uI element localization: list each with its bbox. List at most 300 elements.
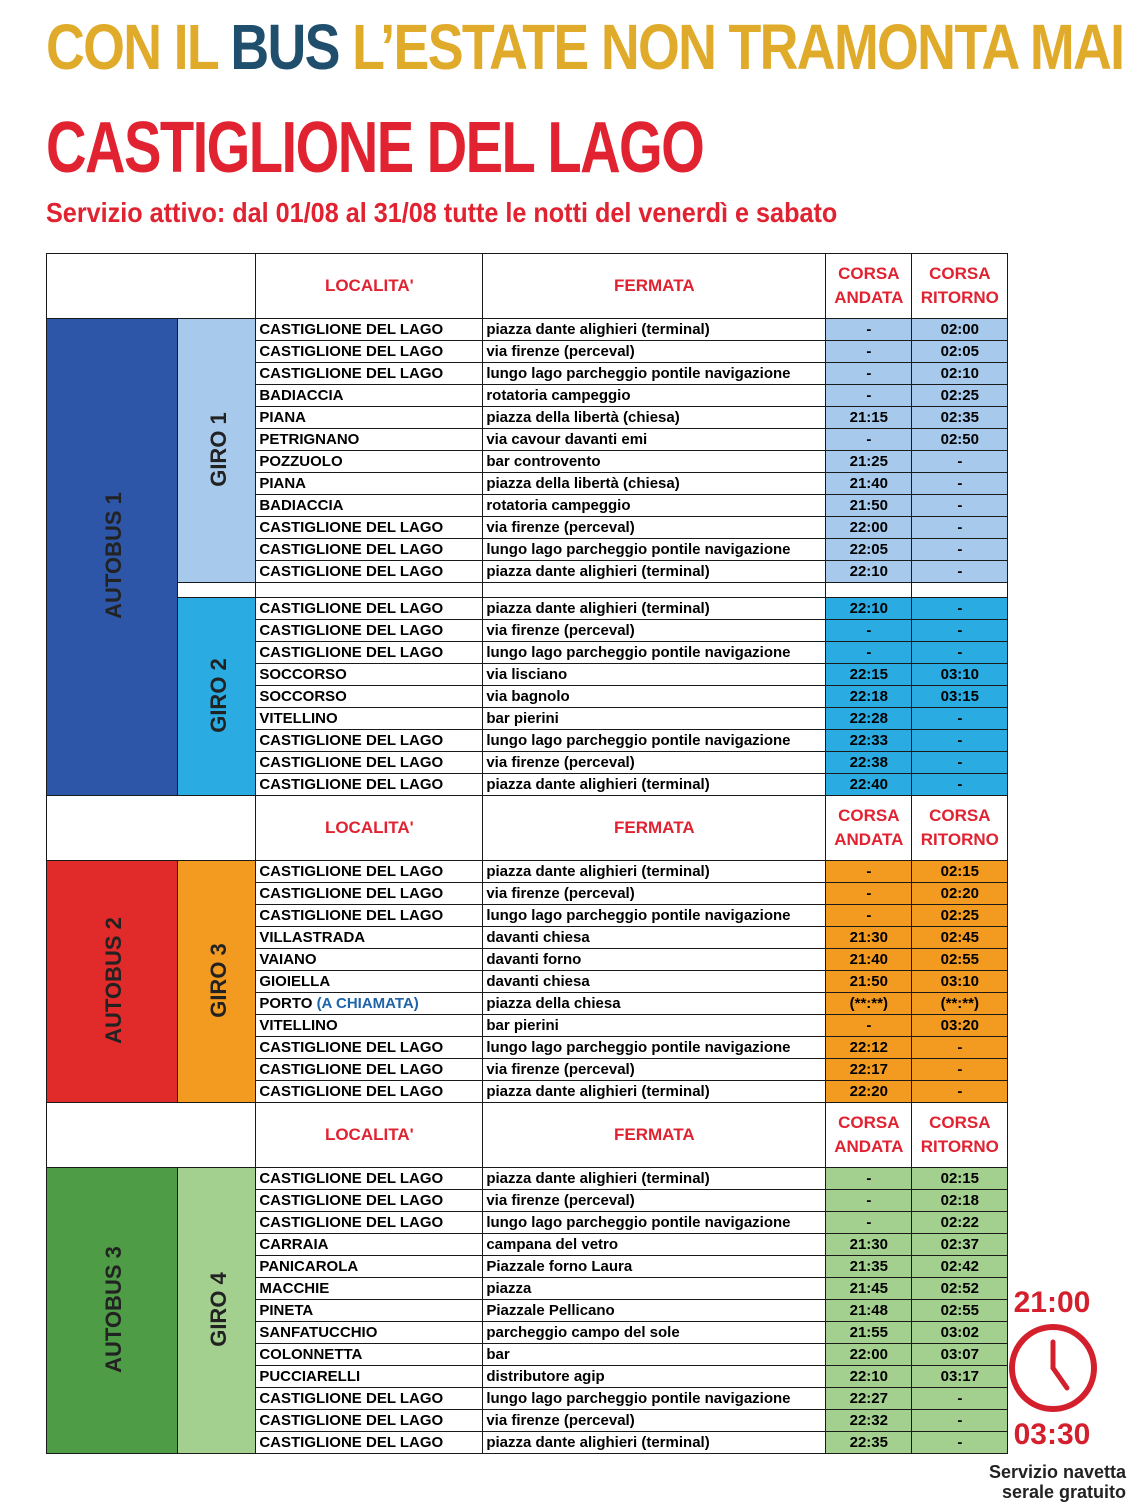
fermata: bar controvento [486, 453, 601, 470]
header-andata-line-1: CORSA [838, 806, 900, 825]
fermata: via lisciano [486, 666, 568, 683]
andata-time-cell [826, 993, 912, 1015]
localita: COLONNETTA [259, 1346, 363, 1363]
fermata-cell [483, 517, 826, 539]
localita-cell [256, 1322, 483, 1344]
ritorno-time-cell [912, 905, 1008, 927]
localita: BADIACCIA [259, 497, 344, 514]
andata-time-cell [826, 1234, 912, 1256]
ritorno-time: - [957, 732, 963, 749]
ritorno-time-cell [912, 1278, 1008, 1300]
ritorno-time-cell [912, 1410, 1008, 1432]
localita-cell [256, 1059, 483, 1081]
fermata-cell [483, 949, 826, 971]
ritorno-time-cell [912, 1432, 1008, 1454]
andata-time: 21:50 [849, 497, 888, 514]
fermata: via cavour davanti emi [486, 431, 648, 448]
fermata-cell [483, 1300, 826, 1322]
localita: CASTIGLIONE DEL LAGO [259, 1390, 444, 1407]
fermata: via firenze (perceval) [486, 519, 635, 536]
column-header-row [47, 254, 1008, 319]
ritorno-time: - [957, 644, 963, 661]
localita: CASTIGLIONE DEL LAGO [259, 732, 444, 749]
ritorno-time-cell [912, 1212, 1008, 1234]
giro-label: GIRO 4 [205, 1271, 231, 1347]
andata-time-cell [826, 883, 912, 905]
localita: CASTIGLIONE DEL LAGO [259, 365, 444, 382]
fermata: via firenze (perceval) [486, 885, 635, 902]
header-fermata: FERMATA [614, 818, 695, 837]
fermata-cell [483, 1037, 826, 1059]
ritorno-time-cell [912, 1322, 1008, 1344]
localita: CASTIGLIONE DEL LAGO [259, 1170, 444, 1187]
localita: PORTO [259, 995, 313, 1012]
andata-time-cell [826, 363, 912, 385]
localita: PUCCIARELLI [259, 1368, 361, 1385]
andata-time-cell [826, 1410, 912, 1432]
fermata-cell [483, 539, 826, 561]
localita-cell [256, 561, 483, 583]
fermata-cell [483, 1322, 826, 1344]
localita-cell [256, 993, 483, 1015]
ritorno-time: - [957, 563, 963, 580]
fermata: lungo lago parcheggio pontile navigazione [486, 1390, 791, 1407]
header-fermata-cell [483, 796, 826, 861]
fermata-cell [483, 1410, 826, 1432]
fermata-cell [483, 1432, 826, 1454]
localita-cell [256, 1190, 483, 1212]
localita: GIOIELLA [259, 973, 331, 990]
andata-time: 21:45 [849, 1280, 888, 1297]
andata-time-cell [826, 598, 912, 620]
localita: SOCCORSO [259, 688, 347, 705]
fermata: piazza dante alighieri (terminal) [486, 563, 710, 580]
table-row [47, 861, 1008, 883]
localita-cell [256, 883, 483, 905]
fermata-cell [483, 774, 826, 796]
giro-label-cell [177, 861, 256, 1103]
table-row [47, 598, 1008, 620]
fermata: campana del vetro [486, 1236, 619, 1253]
andata-time-cell [826, 686, 912, 708]
andata-time-cell [826, 319, 912, 341]
localita: CASTIGLIONE DEL LAGO [259, 754, 444, 771]
andata-time-cell [826, 949, 912, 971]
localita: PINETA [259, 1302, 314, 1319]
localita-cell [256, 1432, 483, 1454]
fermata-cell [483, 971, 826, 993]
localita: CASTIGLIONE DEL LAGO [259, 1083, 444, 1100]
localita: CASTIGLIONE DEL LAGO [259, 343, 444, 360]
fermata-cell [483, 473, 826, 495]
andata-time: 22:15 [849, 666, 888, 683]
ritorno-time: (**:**) [940, 995, 979, 1012]
andata-time-cell [826, 1059, 912, 1081]
localita-cell [256, 451, 483, 473]
bus-label: AUTOBUS 2 [100, 916, 126, 1044]
localita-cell [256, 774, 483, 796]
headline-part-1: CON IL [46, 11, 231, 83]
fermata-cell [483, 927, 826, 949]
andata-time: 21:40 [849, 475, 888, 492]
fermata: piazza della libertà (chiesa) [486, 409, 680, 426]
fermata-cell [483, 1081, 826, 1103]
ritorno-time: - [957, 1390, 963, 1407]
ritorno-time: 02:20 [940, 885, 979, 902]
bus-label-cell [47, 1168, 178, 1454]
shuttle-note-line-1: Servizio navetta [988, 1462, 1126, 1482]
header-localita: LOCALITA' [324, 1125, 414, 1144]
andata-time: - [866, 1214, 872, 1231]
localita: PIANA [259, 409, 306, 426]
andata-time: 22:40 [849, 776, 888, 793]
fermata-cell [483, 1388, 826, 1410]
ritorno-time-cell [912, 363, 1008, 385]
fermata-cell [483, 883, 826, 905]
table-row [47, 1168, 1008, 1190]
ritorno-time: 02:37 [940, 1236, 979, 1253]
ritorno-time-cell [912, 1037, 1008, 1059]
localita-cell [256, 664, 483, 686]
ritorno-time: 02:05 [940, 343, 979, 360]
header-andata-line-1: CORSA [838, 264, 900, 283]
fermata: Piazzale Pellicano [486, 1302, 615, 1319]
ritorno-time-cell [912, 1081, 1008, 1103]
ritorno-time-cell [912, 1388, 1008, 1410]
ritorno-time-cell [912, 517, 1008, 539]
andata-time-cell [826, 561, 912, 583]
fermata: lungo lago parcheggio pontile navigazione [486, 365, 791, 382]
ritorno-time-cell [912, 993, 1008, 1015]
ritorno-time-cell [912, 319, 1008, 341]
header-andata-cell [826, 1103, 912, 1168]
localita-cell [256, 1410, 483, 1432]
header-ritorno-cell [912, 1103, 1008, 1168]
bus-label-cell [47, 861, 178, 1103]
service-period: Servizio attivo: dal 01/08 al 31/08 tutte le notti del venerdì e sabato [46, 197, 838, 228]
andata-time-cell [826, 1256, 912, 1278]
localita: PIANA [259, 475, 306, 492]
ritorno-time-cell [912, 620, 1008, 642]
fermata-cell [483, 708, 826, 730]
fermata: via firenze (perceval) [486, 1192, 635, 1209]
andata-time-cell [826, 473, 912, 495]
ritorno-time: 02:35 [940, 409, 979, 426]
andata-time-cell [826, 1037, 912, 1059]
localita-cell [256, 385, 483, 407]
andata-time-cell [826, 774, 912, 796]
andata-time: - [866, 387, 872, 404]
fermata-cell [483, 642, 826, 664]
header-blank [47, 254, 256, 319]
andata-time: 22:28 [849, 710, 888, 727]
giro-separator-row [47, 583, 1008, 598]
fermata: lungo lago parcheggio pontile navigazione [486, 541, 791, 558]
header-ritorno-cell [912, 254, 1008, 319]
localita: CASTIGLIONE DEL LAGO [259, 563, 444, 580]
ritorno-time: 02:55 [940, 951, 979, 968]
localita: SOCCORSO [259, 666, 347, 683]
localita-cell [256, 642, 483, 664]
ritorno-time: 03:02 [940, 1324, 979, 1341]
header-andata-cell [826, 254, 912, 319]
andata-time: (**:**) [849, 995, 888, 1012]
fermata: bar pierini [486, 1017, 559, 1034]
ritorno-time: - [957, 1083, 963, 1100]
localita: CASTIGLIONE DEL LAGO [259, 622, 444, 639]
fermata: piazza dante alighieri (terminal) [486, 321, 710, 338]
localita-cell [256, 949, 483, 971]
localita: CASTIGLIONE DEL LAGO [259, 644, 444, 661]
localita-cell [256, 861, 483, 883]
andata-time: 22:35 [849, 1434, 888, 1451]
ritorno-time: - [957, 497, 963, 514]
andata-time-cell [826, 1015, 912, 1037]
ritorno-time: 02:50 [940, 431, 979, 448]
localita-cell [256, 1300, 483, 1322]
ritorno-time-cell [912, 598, 1008, 620]
ritorno-time: - [957, 622, 963, 639]
giro-label-cell [177, 1168, 256, 1454]
ritorno-time-cell [912, 539, 1008, 561]
andata-time: 22:32 [849, 1412, 888, 1429]
fermata-cell [483, 1212, 826, 1234]
fermata: piazza dante alighieri (terminal) [486, 1170, 710, 1187]
ritorno-time-cell [912, 949, 1008, 971]
ritorno-time: 02:18 [940, 1192, 979, 1209]
localita: VILLASTRADA [259, 929, 366, 946]
fermata-cell [483, 451, 826, 473]
fermata-cell [483, 861, 826, 883]
separator-cell [826, 583, 912, 598]
localita-cell [256, 517, 483, 539]
andata-time: - [866, 644, 872, 661]
fermata: lungo lago parcheggio pontile navigazione [486, 907, 791, 924]
localita-cell [256, 363, 483, 385]
ritorno-time: 02:10 [940, 365, 979, 382]
separator-cell [256, 583, 483, 598]
localita: CASTIGLIONE DEL LAGO [259, 1192, 444, 1209]
andata-time-cell [826, 642, 912, 664]
andata-time: - [866, 863, 872, 880]
andata-time: 21:35 [849, 1258, 888, 1275]
fermata: bar [486, 1346, 510, 1363]
ritorno-time: 03:15 [940, 688, 979, 705]
ritorno-time: - [957, 1412, 963, 1429]
ritorno-time-cell [912, 883, 1008, 905]
andata-time: 22:12 [849, 1039, 888, 1056]
fermata-cell [483, 752, 826, 774]
fermata: davanti forno [486, 951, 582, 968]
header-andata-cell [826, 796, 912, 861]
andata-time-cell [826, 341, 912, 363]
header-fermata-cell [483, 1103, 826, 1168]
ritorno-time: 03:17 [940, 1368, 979, 1385]
andata-time: 21:55 [849, 1324, 888, 1341]
giro-label: GIRO 1 [205, 411, 231, 487]
fermata-cell [483, 1256, 826, 1278]
ritorno-time: 02:52 [940, 1280, 979, 1297]
header-andata-line-1: CORSA [838, 1113, 900, 1132]
localita-cell [256, 1344, 483, 1366]
andata-time-cell [826, 1278, 912, 1300]
ritorno-time-cell [912, 927, 1008, 949]
ritorno-time-cell [912, 1168, 1008, 1190]
localita-cell [256, 730, 483, 752]
fermata-cell [483, 561, 826, 583]
service-start-time: 21:00 [1013, 1286, 1091, 1319]
localita: CASTIGLIONE DEL LAGO [259, 1039, 444, 1056]
andata-time-cell [826, 927, 912, 949]
ritorno-time: - [957, 776, 963, 793]
andata-time-cell [826, 1081, 912, 1103]
fermata: via firenze (perceval) [486, 1061, 635, 1078]
ritorno-time-cell [912, 861, 1008, 883]
header-localita: LOCALITA' [324, 276, 414, 295]
fermata: lungo lago parcheggio pontile navigazione [486, 644, 791, 661]
ritorno-time: - [957, 1039, 963, 1056]
ritorno-time: - [957, 600, 963, 617]
andata-time-cell [826, 752, 912, 774]
andata-time-cell [826, 407, 912, 429]
localita-cell [256, 752, 483, 774]
header-blank [47, 1103, 256, 1168]
fermata: lungo lago parcheggio pontile navigazione [486, 1214, 791, 1231]
header-ritorno-cell [912, 796, 1008, 861]
ritorno-time: 02:22 [940, 1214, 979, 1231]
localita-cell [256, 971, 483, 993]
localita: CASTIGLIONE DEL LAGO [259, 600, 444, 617]
separator-cell [483, 583, 826, 598]
andata-time: 22:00 [849, 519, 888, 536]
localita: CASTIGLIONE DEL LAGO [259, 1434, 444, 1451]
andata-time: 22:38 [849, 754, 888, 771]
column-header-row [47, 796, 1008, 861]
header-ritorno-line-1: CORSA [929, 264, 991, 283]
fermata-cell [483, 1278, 826, 1300]
localita: CARRAIA [259, 1236, 329, 1253]
andata-time-cell [826, 495, 912, 517]
andata-time: 21:50 [849, 973, 888, 990]
fermata: via bagnolo [486, 688, 570, 705]
andata-time: 21:15 [849, 409, 888, 426]
andata-time-cell [826, 620, 912, 642]
ritorno-time-cell [912, 1015, 1008, 1037]
fermata-cell [483, 1344, 826, 1366]
localita: SANFATUCCHIO [259, 1324, 378, 1341]
header-fermata-cell [483, 254, 826, 319]
ritorno-time-cell [912, 1234, 1008, 1256]
andata-time: 22:17 [849, 1061, 888, 1078]
localita-cell [256, 1037, 483, 1059]
fermata-cell [483, 363, 826, 385]
fermata-cell [483, 664, 826, 686]
localita-cell [256, 539, 483, 561]
localita-note: (A CHIAMATA) [316, 995, 419, 1012]
localita-cell [256, 1081, 483, 1103]
fermata: via firenze (perceval) [486, 754, 635, 771]
andata-time: 22:10 [849, 563, 888, 580]
localita: CASTIGLIONE DEL LAGO [259, 519, 444, 536]
localita-cell [256, 473, 483, 495]
andata-time-cell [826, 1300, 912, 1322]
shuttle-note [920, 1462, 1126, 1502]
separator-cell [912, 583, 1008, 598]
ritorno-time: - [957, 1061, 963, 1078]
ritorno-time-cell [912, 1190, 1008, 1212]
ritorno-time-cell [912, 451, 1008, 473]
ritorno-time-cell [912, 1256, 1008, 1278]
column-header-row [47, 1103, 1008, 1168]
andata-time-cell [826, 1322, 912, 1344]
localita-cell [256, 341, 483, 363]
localita: CASTIGLIONE DEL LAGO [259, 776, 444, 793]
fermata: davanti chiesa [486, 973, 590, 990]
ritorno-time: - [957, 453, 963, 470]
header-andata-line-2: ANDATA [834, 1137, 904, 1156]
fermata-cell [483, 341, 826, 363]
andata-time-cell [826, 971, 912, 993]
fermata: piazza dante alighieri (terminal) [486, 776, 710, 793]
giro-label: GIRO 2 [205, 657, 231, 733]
timetable [46, 253, 1008, 1454]
header-ritorno-line-1: CORSA [929, 1113, 991, 1132]
localita-cell [256, 495, 483, 517]
andata-time: 22:10 [849, 1368, 888, 1385]
header-ritorno-line-1: CORSA [929, 806, 991, 825]
bus-label: AUTOBUS 1 [100, 492, 126, 619]
ritorno-time-cell [912, 561, 1008, 583]
header-fermata: FERMATA [614, 276, 695, 295]
ritorno-time-cell [912, 730, 1008, 752]
andata-time-cell [826, 451, 912, 473]
fermata-cell [483, 385, 826, 407]
localita-cell [256, 1212, 483, 1234]
ritorno-time: 02:15 [940, 863, 979, 880]
localita: POZZUOLO [259, 453, 343, 470]
header-localita: LOCALITA' [324, 818, 414, 837]
localita: BADIACCIA [259, 387, 344, 404]
header-localita-cell [256, 254, 483, 319]
ritorno-time-cell [912, 495, 1008, 517]
ritorno-time: 02:55 [940, 1302, 979, 1319]
fermata-cell [483, 429, 826, 451]
ritorno-time-cell [912, 642, 1008, 664]
andata-time-cell [826, 539, 912, 561]
ritorno-time: 03:10 [940, 973, 979, 990]
andata-time: - [866, 1192, 872, 1209]
ritorno-time-cell [912, 686, 1008, 708]
ritorno-time: - [957, 541, 963, 558]
andata-time: 22:27 [849, 1390, 888, 1407]
localita: VITELLINO [259, 710, 338, 727]
localita: VAIANO [259, 951, 317, 968]
localita-cell [256, 319, 483, 341]
fermata-cell [483, 993, 826, 1015]
fermata: piazza della chiesa [486, 995, 621, 1012]
andata-time-cell [826, 1190, 912, 1212]
ritorno-time: 02:00 [940, 321, 979, 338]
fermata-cell [483, 1234, 826, 1256]
ritorno-time-cell [912, 407, 1008, 429]
andata-time: - [866, 343, 872, 360]
giro-label-cell [177, 598, 256, 796]
fermata-cell [483, 1190, 826, 1212]
ritorno-time-cell [912, 1344, 1008, 1366]
localita-cell [256, 1168, 483, 1190]
fermata: rotatoria campeggio [486, 497, 631, 514]
localita-cell [256, 1278, 483, 1300]
